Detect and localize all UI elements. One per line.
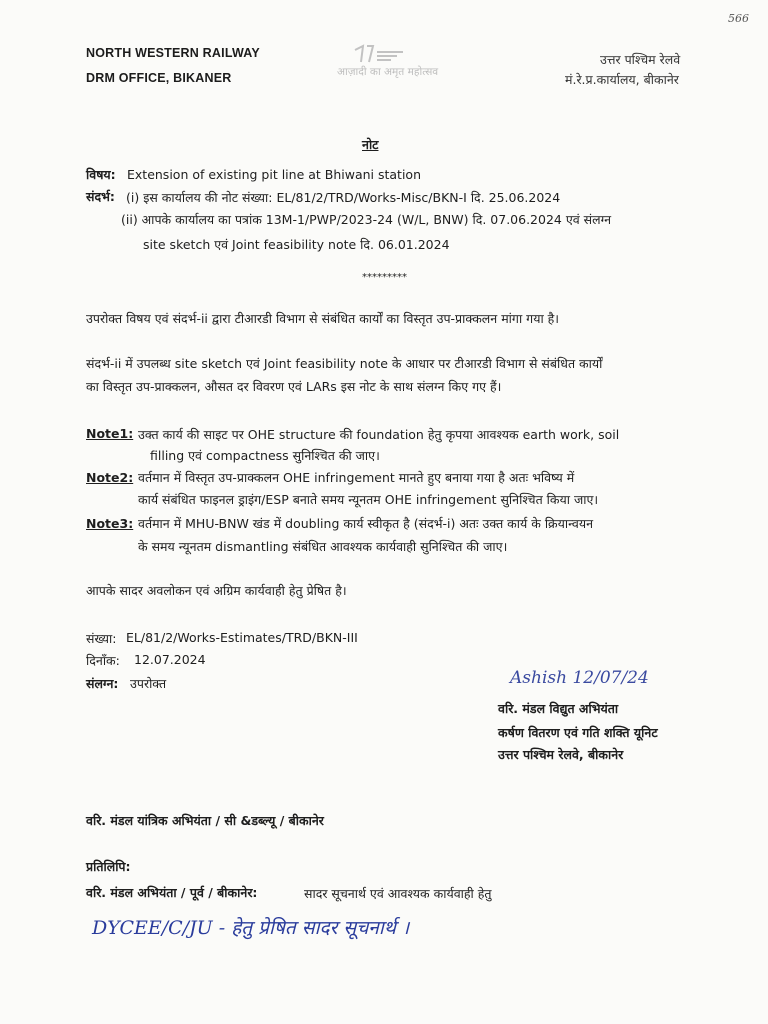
date-label: दिनाँक: — [86, 653, 120, 668]
copy-purpose: सादर सूचनार्थ एवं आवश्यक कार्यवाही हेतु — [304, 886, 492, 901]
handwritten-signature: Ashish 12/07/24 — [510, 668, 649, 688]
enclosure-label: संलग्न: — [86, 676, 119, 691]
note3-line-1: वर्तमान में MHU-BNW खंड में doubling कार्य स्वीकृत है (संदर्भ-i) अतः उक्त कार्य के क्रियान्वयन — [138, 516, 594, 531]
note2-label: Note2: — [86, 470, 134, 485]
azadi-logo — [333, 40, 463, 96]
paragraph-1: उपरोक्त विषय एवं संदर्भ-ii द्वारा टीआरडी विभाग से संबंधित कार्यों का विस्तृत उप-प्राक्कलन मांगा गया है। — [86, 311, 560, 326]
subject-label: विषय: — [86, 167, 116, 182]
signatory-designation: वरि. मंडल विद्युत अभियंता — [498, 701, 619, 716]
addressee: वरि. मंडल यांत्रिक अभियंता / सी &डब्ल्यू / बीकानेर — [86, 813, 324, 828]
signatory-office: उत्तर पश्चिम रेलवे, बीकानेर — [498, 747, 624, 762]
azadi-logo-text: आज़ादी का अमृत महोत्सव — [337, 66, 439, 78]
reference-item-1: (i) इस कार्यालय की नोट संख्या: EL/81/2/TRD/Works-Misc/BKN-I दि. 25.06.2024 — [126, 190, 561, 205]
office-name-en: DRM OFFICE, BIKANER — [86, 71, 232, 85]
enclosure-text: उपरोक्त — [130, 676, 167, 691]
note2-line-2: कार्य संबंधित फाइनल ड्राइंग/ESP बनाते समय न्यूनतम OHE infringement सुनिश्चित किया जाए। — [138, 492, 599, 507]
signatory-unit: कर्षण वितरण एवं गति शक्ति यूनिट — [498, 725, 658, 740]
page-number: 566 — [728, 12, 749, 25]
org-name-en: NORTH WESTERN RAILWAY — [86, 46, 260, 60]
note3-line-2: के समय न्यूनतम dismantling संबंधित आवश्यक कार्यवाही सुनिश्चित की जाए। — [138, 539, 508, 554]
copy-label: प्रतिलिपि: — [86, 859, 131, 874]
handwritten-note: DYCEE/C/JU - हेतु प्रेषित सादर सूचनार्थ । — [92, 917, 410, 939]
paragraph-2-line-1: संदर्भ-ii में उपलब्ध site sketch एवं Joint feasibility note के आधार पर टीआरडी विभाग से संबंधित कार्यों — [86, 356, 603, 371]
letter-date: 12.07.2024 — [134, 652, 206, 667]
paragraph-2-line-2: का विस्तृत उप-प्राक्कलन, औसत दर विवरण एवं LARs इस नोट के साथ संलग्न किए गए हैं। — [86, 379, 502, 394]
number-label: संख्या: — [86, 631, 117, 646]
reference-item-2-cont: site sketch एवं Joint feasibility note दि. 06.01.2024 — [143, 237, 450, 252]
copy-recipient: वरि. मंडल अभियंता / पूर्व / बीकानेर: — [86, 885, 258, 900]
reference-label: संदर्भ: — [86, 189, 115, 204]
note1-line-1: उक्त कार्य की साइट पर OHE structure की foundation हेतु कृपया आवश्यक earth work, soil — [138, 427, 620, 442]
note2-line-1: वर्तमान में विस्तृत उप-प्राक्कलन OHE infringement मानते हुए बनाया गया है अतः भविष्य में — [138, 470, 575, 485]
forwarding-text: आपके सादर अवलोकन एवं अग्रिम कार्यवाही हेतु प्रेषित है। — [86, 583, 347, 598]
reference-item-2: (ii) आपके कार्यालय का पत्रांक 13M-1/PWP/2023-24 (W/L, BNW) दि. 07.06.2024 एवं संलग्न — [121, 212, 612, 227]
subject-text: Extension of existing pit line at Bhiwani station — [127, 167, 422, 182]
note1-line-2: filling एवं compactness सुनिश्चित की जाए। — [150, 448, 380, 463]
note1-label: Note1: — [86, 426, 134, 441]
letter-number: EL/81/2/Works-Estimates/TRD/BKN-III — [126, 630, 358, 645]
office-name-hi: मं.रे.प्र.कार्यालय, बीकानेर — [565, 72, 679, 87]
note-title: नोट — [362, 137, 379, 152]
org-name-hi: उत्तर पश्चिम रेलवे — [600, 52, 681, 67]
note3-label: Note3: — [86, 516, 134, 531]
separator: ********* — [362, 272, 407, 283]
